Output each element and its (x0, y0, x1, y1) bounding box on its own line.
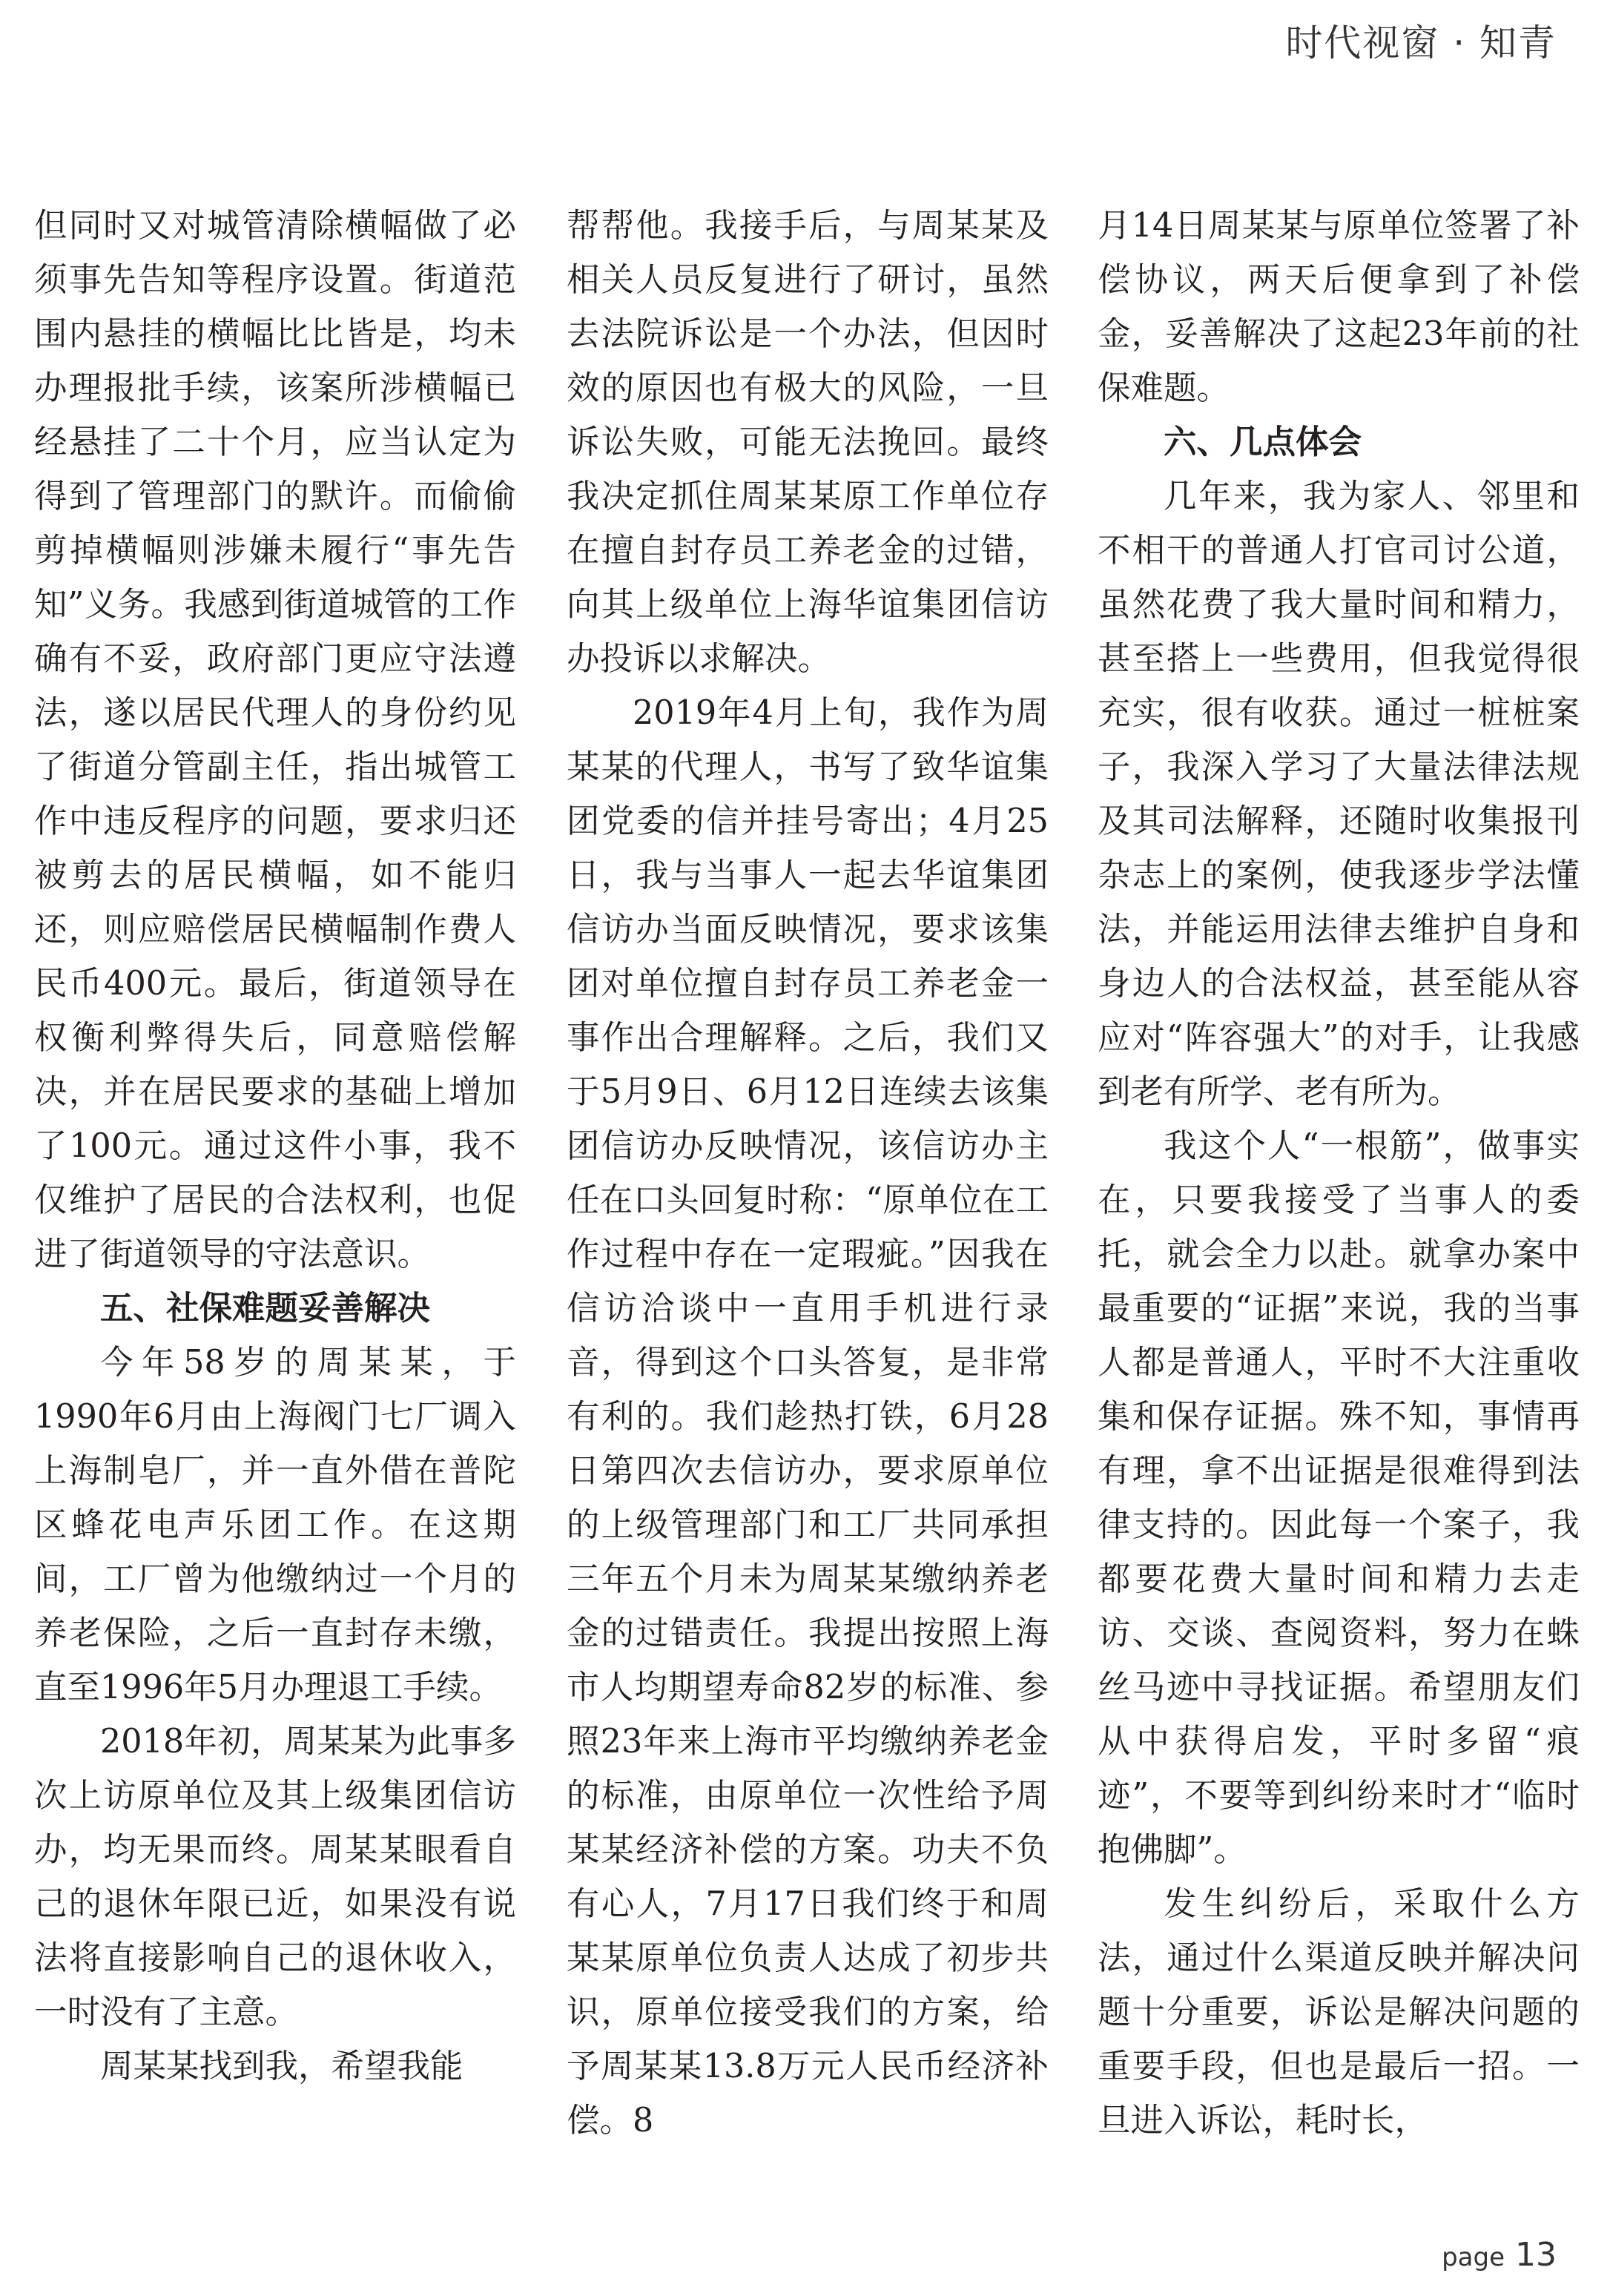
text-column-1 (34, 199, 516, 2094)
page-footer (1442, 2236, 1557, 2274)
paragraph: 今年58岁的周某某，于1990年6月由上海阀门七厂调入上海制皂厂，并一直外借在普陀区蜂花电声乐团工作。在这期间，工厂曾为他缴纳过一个月的养老保险，之后一直封存未缴，直至1996年5月办理退工手续。 (34, 1344, 516, 1706)
paragraph: 我这个人“一根筋”，做事实在，只要我接受了当事人的委托，就会全力以赴。就拿办案中最重要的“证据”来说，我的当事人都是普通人，平时不大注重收集和保存证据。殊不知，事情再有理，拿不出证据是很难得到法律支持的。因此每一个案子，我都要花费大量时间和精力去走访、交谈、查阅资料，努力在蛛丝马迹中寻找证据。希望朋友们从中获得启发，平时多留“痕迹”，不要等到纠纷来时才“临时抱佛脚”。 (1098, 1127, 1580, 1869)
page-number: 13 (1515, 2236, 1557, 2274)
paragraph: 2018年初，周某某为此事多次上访原单位及其上级集团信访办，均无果而终。周某某眼看自己的退休年限已近，如果没有说法将直接影响自己的退休收入，一时没有了主意。 (34, 1723, 516, 2031)
paragraph: 2019年4月上旬，我作为周某某的代理人，书写了致华谊集团党委的信并挂号寄出；4月25日，我与当事人一起去华谊集团信访办当面反映情况，要求该集团对单位擅自封存员工养老金一事作出合理解释。之后，我们又于5月9日、6月12日连续去该集团信访办反映情况，该信访办主任在口头回复时称：“原单位在工作过程中存在一定瑕疵。”因我在信访洽谈中一直用手机进行录音，得到这个口头答复，是非常有利的。我们趁热打铁，6月28日第四次去信访办，要求原单位的上级管理部门和工厂共同承担三年五个月未为周某某缴纳养老金的过错责任。我提出按照上海市人均期望寿命82岁的标准、参照23年来上海市平均缴纳养老金的标准，由原单位一次性给予周某某经济补偿的方案。功夫不负有心人，7月17日我们终于和周某某原单位负责人达成了初步共识，原单位接受我们的方案，给予周某某13.8万元人民币经济补偿。8 (567, 694, 1049, 2140)
paragraph: 但同时又对城管清除横幅做了必须事先告知等程序设置。街道范围内悬挂的横幅比比皆是，均未办理报批手续，该案所涉横幅已经悬挂了二十个月，应当认定为得到了管理部门的默许。而偷偷剪掉横幅则涉嫌未履行“事先告知”义务。我感到街道城管的工作确有不妥，政府部门更应守法遵法，遂以居民代理人的身份约见了街道分管副主任，指出城管工作中违反程序的问题，要求归还被剪去的居民横幅，如不能归还，则应赔偿居民横幅制作费人民币400元。最后，街道领导在权衡利弊得失后，同意赔偿解决，并在居民要求的基础上增加了100元。通过这件小事，我不仅维护了居民的合法权利，也促进了街道领导的守法意识。 (34, 207, 516, 1273)
text-column-2 (567, 199, 1049, 2148)
paragraph: 帮帮他。我接手后，与周某某及相关人员反复进行了研讨，虽然去法院诉讼是一个办法，但因时效的原因也有极大的风险，一旦诉讼失败，可能无法挽回。最终我决定抓住周某某原工作单位存在擅自封存员工养老金的过错，向其上级单位上海华谊集团信访办投诉以求解决。 (567, 207, 1049, 678)
section-heading-6: 六、几点体会 (1164, 423, 1362, 461)
paragraph: 发生纠纷后，采取什么方法，通过什么渠道反映并解决问题十分重要，诉讼是解决问题的重要手段，但也是最后一招。一旦进入诉讼，耗时长， (1098, 1885, 1580, 2140)
section-heading-5: 五、社保难题妥善解决 (100, 1290, 431, 1327)
paragraph: 几年来，我为家人、邻里和不相干的普通人打官司讨公道，虽然花费了我大量时间和精力，甚至搭上一些费用，但我觉得很充实，很有收获。通过一桩桩案子，我深入学习了大量法律法规及其司法解释，还随时收集报刊杂志上的案例，使我逐步学法懂法，并能运用法律去维护自身和身边人的合法权益，甚至能从容应对“阵容强大”的对手，让我感到老有所学、老有所为。 (1098, 478, 1580, 1111)
page-label: page (1442, 2243, 1505, 2272)
paragraph: 月14日周某某与原单位签署了补偿协议，两天后便拿到了补偿金，妥善解决了这起23年前的社保难题。 (1098, 207, 1580, 407)
section-header: 时代视窗 · 知青 (1285, 22, 1557, 65)
paragraph: 周某某找到我，希望我能 (100, 2048, 463, 2085)
text-column-3 (1098, 199, 1580, 2148)
